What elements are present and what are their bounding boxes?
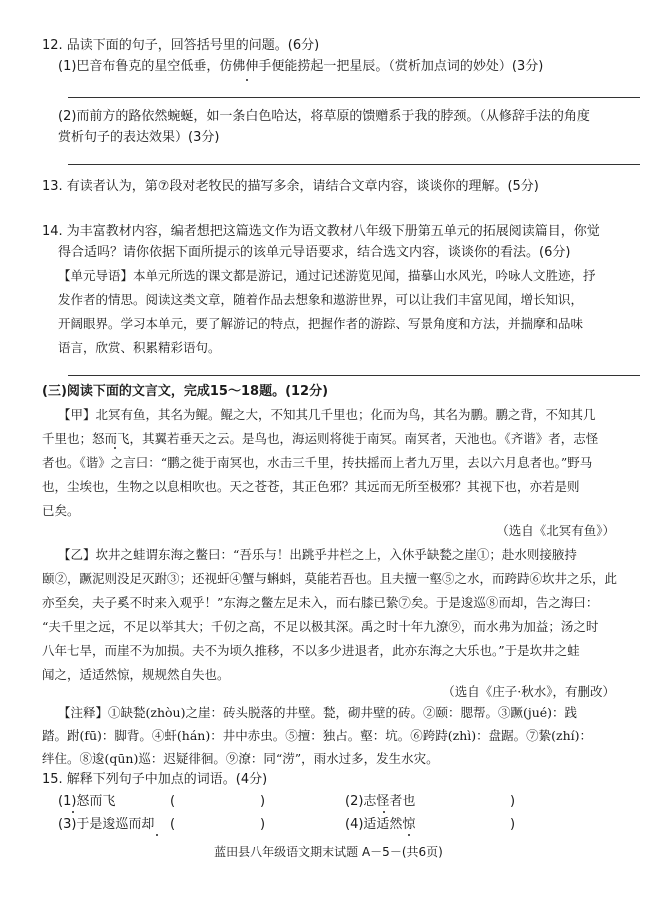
q15-item-2: (2)志怪者也 <box>345 794 416 809</box>
q15-item-1: (1)怒而飞 <box>58 794 116 809</box>
unit-guide-4: 语言，欣赏、积累精彩语句。 <box>58 340 221 355</box>
text-a-line-3: 者也。《谐》之言曰：“鹏之徙于南冥也，水击三千里，抟扶摇而上者九万里，去以六月息者也。”野马 <box>42 455 593 470</box>
answer-close-paren: ) <box>510 794 516 809</box>
text-b-source: （选自《庄子·秋水》，有删改） <box>442 684 615 699</box>
unit-guide-3: 开阔眼界。学习本单元，要了解游记的特点，把握作者的游踪、写景角度和方法，并揣摩和品味 <box>58 316 584 331</box>
emphasis-dot <box>114 447 116 449</box>
unit-guide-1: 【单元导语】本单元所选的课文都是游记，通过记述游览见闻，描摹山水风光，吟咏人文胜迹，抒 <box>58 268 596 283</box>
text-b-line-6: 闻之，适适然惊，规规然自失也。 <box>42 667 230 682</box>
emphasis-dot <box>246 79 248 81</box>
answer-close-paren: ) <box>510 817 516 832</box>
emphasis-dot <box>408 834 410 836</box>
answer-line[interactable] <box>68 164 640 165</box>
q14-line-1: 14. 为丰富教材内容，编者想把这篇选文作为语文教材八年级下册第五单元的拓展阅读篇目，你觉 <box>42 224 600 239</box>
q15-item-4: (4)适适然惊 <box>345 817 416 832</box>
q12-sentence-2b: 赏析句子的表达效果）(3分) <box>58 130 220 145</box>
answer-open-paren: ( <box>170 817 176 832</box>
text-b-line-5: 八年七旱，而崖不为加损。夫不为顷久推移，不以多少进退者，此亦东海之大乐也。”于是坎井之蛙 <box>42 643 580 658</box>
text-b-line-3: 亦至矣，夫子奚不时来入观乎！”东海之鳖左足未入，而右膝已絷⑦矣。于是逡巡⑧而却，告之海曰： <box>42 595 599 610</box>
page-footer: 蓝田县八年级语文期末试题 A－5－(共6页) <box>214 845 443 859</box>
text-a-line-4: 也，尘埃也，生物之以息相吹也。天之苍苍，其正色邪？其远而无所至极邪？其视下也，亦若是则 <box>42 479 580 494</box>
text-a-line-2: 千里也；怒而飞，其翼若垂天之云。是鸟也，海运则将徙于南冥。南冥者，天池也。《齐谐》者，志怪 <box>42 431 599 446</box>
answer-close-paren: ) <box>260 817 266 832</box>
answer-line[interactable] <box>68 97 640 98</box>
text-a-line-1: 【甲】北冥有鱼，其名为鲲。鲲之大，不知其几千里也；化而为鸟，其名为鹏。鹏之背，不知其几 <box>58 407 596 422</box>
answer-close-paren: ) <box>260 794 266 809</box>
annotation-line-1: 【注释】①缺甃(zhòu)之崖：砖头脱落的井壁。甃，砌井壁的砖。②颐：腮帮。③蹶(jué)：践 <box>58 705 578 720</box>
section-3-title: (三)阅读下面的文言文，完成15～18题。(12分) <box>42 384 329 399</box>
text-b-line-4: “夫千里之远，不足以举其大；千仞之高，不足以极其深。禹之时十年九潦⑨，而水弗为加益；汤之时 <box>42 619 599 634</box>
q12-sentence-2a: (2)而前方的路依然蜿蜒，如一条白色哈达，将草原的馈赠系于我的脖颈。（从修辞手法的角度 <box>58 109 590 124</box>
q15-item-3: (3)于是逡巡而却 <box>58 817 155 832</box>
emphasis-dot <box>383 811 385 813</box>
q12-title: 12. 品读下面的句子，回答括号里的问题。(6分) <box>42 38 320 53</box>
q13-title: 13. 有读者认为，第⑦段对老牧民的描写多余，请结合文章内容，谈谈你的理解。(5分) <box>42 179 539 194</box>
emphasis-dot <box>156 834 158 836</box>
text-a-line-5: 已矣。 <box>42 503 80 518</box>
annotation-line-2: 踏。跗(fū)：脚背。④虷(hán)：井中赤虫。⑤擅：独占。壑：坑。⑥跨跱(zhì)：盘踞。⑦絷(zhí)： <box>42 728 593 743</box>
annotation-line-3: 绊住。⑧逡(qūn)巡：迟疑徘徊。⑨潦：同“涝”，雨水过多，发生水灾。 <box>42 751 439 766</box>
emphasis-dot <box>72 811 74 813</box>
q14-line-2: 得合适吗？请你依据下面所提示的该单元导语要求，结合选文内容，谈谈你的看法。(6分) <box>58 245 571 260</box>
q12-sentence-1: (1)巴音布鲁克的星空低垂，仿佛伸手便能捞起一把星辰。（赏析加点词的妙处）(3分) <box>58 59 544 74</box>
answer-line[interactable] <box>68 375 640 376</box>
unit-guide-2: 发作者的情思。阅读这类文章，随着作品去想象和遨游世界，可以让我们丰富见闻，增长知识， <box>58 292 584 307</box>
q15-title: 15. 解释下列句子中加点的词语。(4分) <box>42 772 268 787</box>
text-b-line-1: 【乙】坎井之蛙谓东海之鳖曰：“吾乐与！出跳乎井栏之上，入休乎缺甃之崖①；赴水则接腋持 <box>58 547 577 562</box>
text-a-source: （选自《北冥有鱼》） <box>496 523 615 538</box>
answer-open-paren: ( <box>170 794 176 809</box>
text-b-line-2: 颐②，蹶泥则没足灭跗③；还视虷④蟹与蝌蚪，莫能若吾也。且夫擅一壑⑤之水，而跨跱⑥坎井之乐，此 <box>42 571 618 586</box>
